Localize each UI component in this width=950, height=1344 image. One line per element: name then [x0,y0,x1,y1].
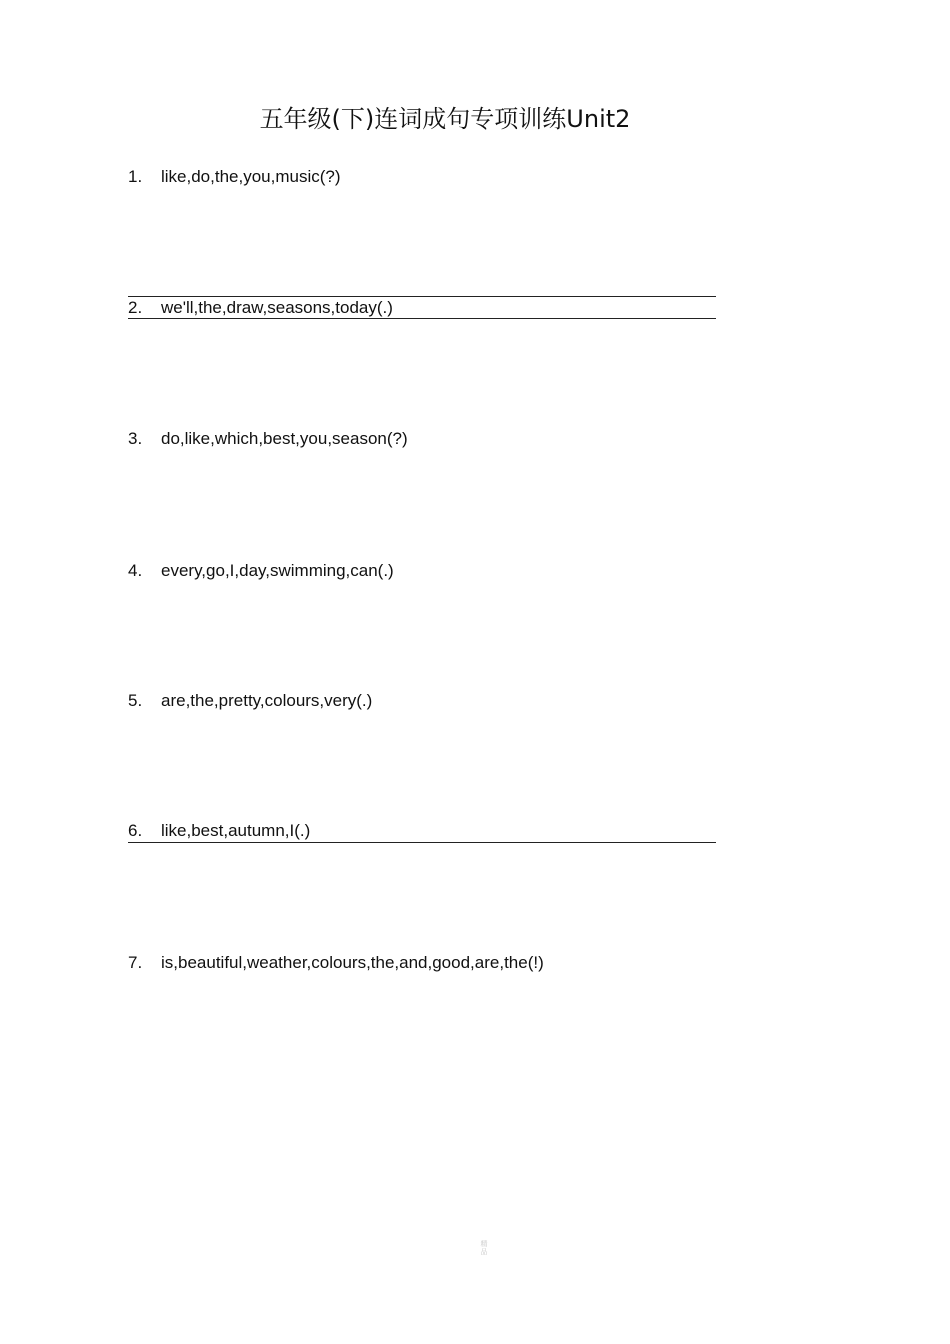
question-words: every,go,I,day,swimming,can(.) [161,561,394,580]
question-words: we'll,the,draw,seasons,today(.) [161,298,393,317]
answer-line-2 [128,318,716,319]
question-words: like,best,autumn,I(.) [161,821,311,840]
question-number: 6. [128,821,143,840]
question-words: is,beautiful,weather,colours,the,and,good,are,the(!) [161,953,544,972]
question-number: 5. [128,691,143,710]
question-number: 4. [128,561,143,580]
question-words: do,like,which,best,you,season(?) [161,429,408,448]
question-words: are,the,pretty,colours,very(.) [161,691,373,710]
question-number: 1. [128,167,143,186]
question-number: 3. [128,429,143,448]
answer-line-6 [128,842,716,843]
question-words: like,do,the,you,music(?) [161,167,341,186]
page-title: 五年级(下)连词成句专项训练Unit2 [259,105,631,133]
footer-watermark: 精品 [480,1240,488,1256]
question-number: 7. [128,953,143,972]
question-number: 2. [128,298,143,317]
